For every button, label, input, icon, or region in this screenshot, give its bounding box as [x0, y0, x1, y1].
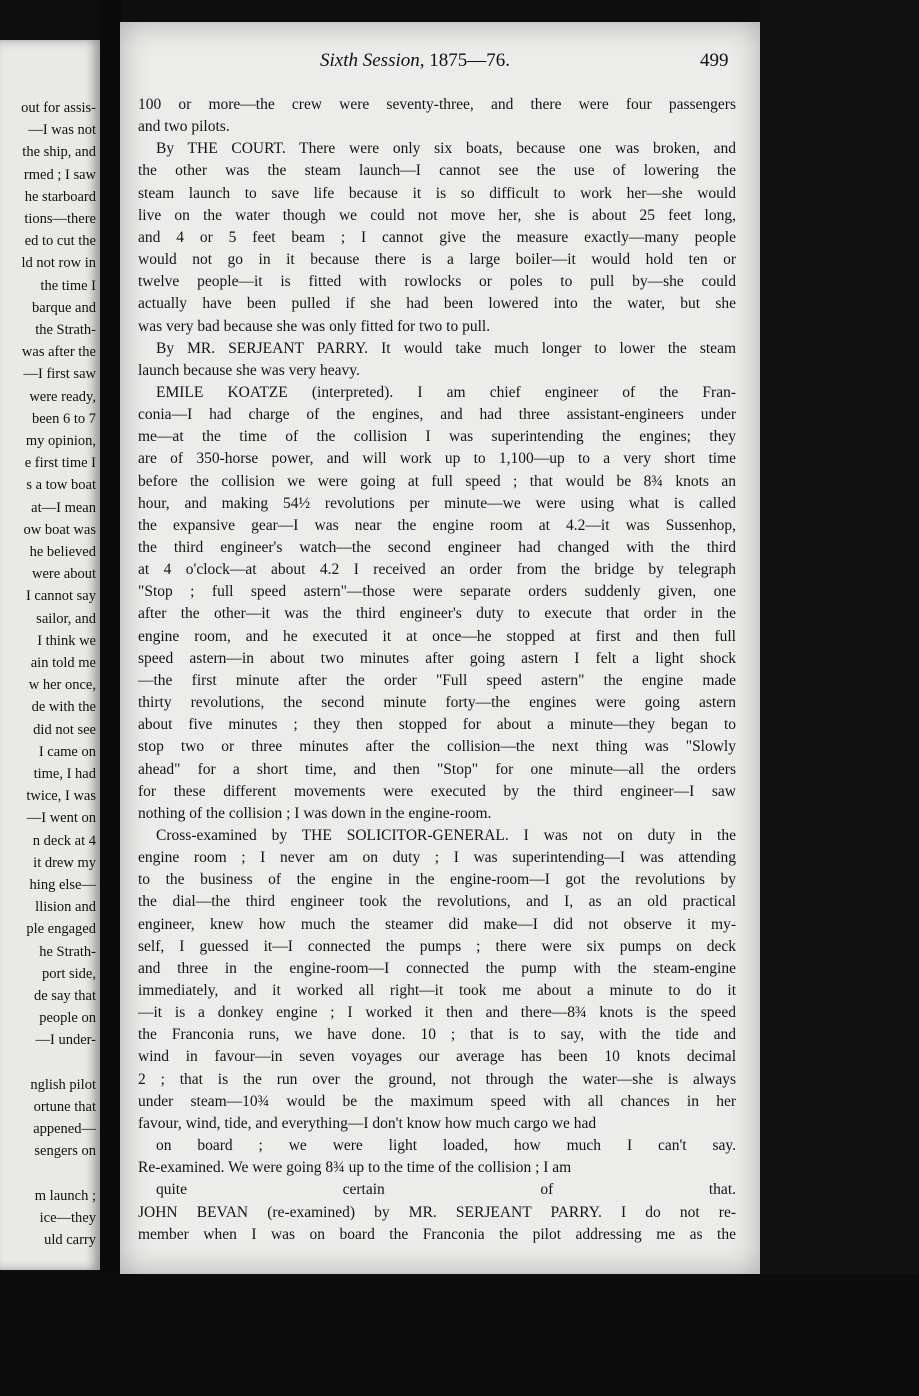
left-page-line: hing else— [29, 877, 96, 893]
text-line: the other was the steam launch—I cannot see the use of lowering the [138, 162, 736, 180]
running-head-years: , 1875—76. [419, 50, 510, 71]
text-line: member when I was on board the Franconia the pilot addressing me as the [138, 1225, 736, 1243]
running-head-title: Sixth Session [320, 50, 420, 71]
left-page-line: he believed [29, 544, 96, 560]
text-line: —it is a donkey engine ; I worked it then and there—8¾ knots is the speed [138, 1004, 736, 1022]
text-line: "Stop ; full speed astern"—those were separate orders suddenly given, one [138, 583, 736, 601]
left-page-line: sailor, and [36, 610, 96, 627]
text-line: 100 or more—the crew were seventy-three, and there were four passengers [138, 96, 736, 113]
left-page-line: —I first saw [23, 366, 96, 383]
text-line: self, I guessed it—I connected the pumps ; there were six pumps on deck [138, 937, 736, 955]
left-page-line: ice—they [39, 1210, 96, 1226]
left-page-line: he Strath- [39, 943, 96, 960]
text-line: are of 350-horse power, and will work up to 1,100—up to a very short time [138, 450, 736, 468]
left-page-line: tions—there [24, 211, 96, 227]
left-page-line: people on [39, 1010, 96, 1027]
text-line: the expansive gear—I was near the engine room at 4.2—it was Sussenhop, [138, 516, 736, 534]
text-line: and three in the engine-room—I connected the pump with the steam-engine [138, 959, 736, 977]
text-line: for these different movements were executed by the third engineer—I saw [138, 782, 736, 800]
text-line: thirty revolutions, the second minute forty—the engines were going astern [138, 694, 736, 712]
text-line: 2 ; that is the run over the ground, not through the water—she is always [138, 1070, 736, 1088]
left-page-line: ow boat was [23, 521, 96, 538]
left-page-line: —I was not [28, 122, 96, 139]
left-page-line: ed to cut the [24, 233, 96, 250]
right-shadow [760, 0, 919, 1396]
text-line: wind in favour—in seven voyages our average has been 10 knots decimal [138, 1048, 736, 1066]
text-line: JOHN BEVAN (re-examined) by MR. SERJEANT PARRY. I do not re- [138, 1203, 736, 1221]
left-page-fragment [0, 40, 100, 1270]
text-line: under steam—10¾ would be the maximum speed with all chances in her [138, 1092, 736, 1110]
text-line: me—at the time of the collision I was superintending the engines; they [138, 428, 736, 446]
text-line: actually have been pulled if she had been lowered into the water, but she [138, 295, 736, 313]
left-page-line: were ready, [29, 388, 96, 405]
text-line: steam launch to save life because it is so difficult to work her—she would [138, 184, 736, 202]
left-page-line: the time I [40, 277, 96, 294]
left-page-line: ple engaged [26, 921, 96, 938]
text-line: at 4 o'clock—at about 4.2 I received an order from the bridge by telegraph [138, 561, 736, 579]
text-line: Cross-examined by THE SOLICITOR-GENERAL. I was not on duty in the [156, 826, 736, 844]
left-page-line: time, I had [33, 766, 96, 782]
text-line: quite certain of that. [156, 1181, 736, 1199]
text-line: about five minutes ; they then stopped for about a minute—they began to [138, 716, 736, 734]
left-page-line: ain told me [30, 655, 96, 671]
left-page-line: my opinion, [25, 433, 96, 449]
left-page-line: de say that [33, 988, 96, 1004]
text-line: hour, and making 54½ revolutions per minute—we were using what is called [138, 494, 736, 512]
left-page-line: at—I mean [31, 499, 96, 516]
page-number: 499 [700, 50, 729, 71]
left-page-line: I cannot say [25, 588, 96, 605]
left-page-line: out for assis- [21, 100, 96, 116]
text-line: By MR. SERJEANT PARRY. It would take much longer to lower the steam [156, 339, 736, 357]
left-page-line: —I went on [26, 810, 96, 827]
running-head [320, 50, 510, 72]
left-page-line: e first time I [24, 455, 96, 472]
left-page-line: nglish pilot [30, 1076, 96, 1093]
text-line: —the first minute after the order "Full speed astern" the engine made [138, 671, 736, 689]
text-line: was very bad because she was only fitted for two to pull. [138, 317, 491, 335]
left-page-line: uld carry [44, 1232, 96, 1249]
left-page-line: sengers on [34, 1143, 96, 1160]
text-line: the dial—the third engineer took the revolutions, and I, as an old practical [138, 893, 736, 911]
text-line: before the collision we were going at full speed ; that would be 8¾ knots an [138, 472, 736, 490]
left-page-line: I think we [37, 632, 96, 649]
text-line: stop two or three minutes after the collision—the next thing was "Slowly [138, 738, 736, 756]
left-page-line: s a tow boat [26, 477, 96, 494]
text-line: By THE COURT. There were only six boats, because one was broken, and [156, 140, 736, 158]
text-line: Re-examined. We were going 8¾ up to the time of the collision ; I am [138, 1159, 572, 1177]
text-line: live on the water though we could not move her, she is about 25 feet long, [138, 206, 736, 224]
left-page-line: was after the [21, 344, 96, 361]
left-page-line: I came on [38, 743, 96, 760]
text-line: conia—I had charge of the engines, and had three assistant-engineers under [138, 406, 736, 424]
left-page-line: llision and [35, 899, 96, 916]
text-line: engineer, knew how much the steamer did make—I did not observe it my- [138, 915, 736, 933]
left-page-line: he starboard [24, 188, 96, 205]
left-page-line: the Strath- [35, 322, 96, 338]
left-page-line: barque and [31, 299, 96, 316]
text-line: favour, wind, tide, and everything—I don't know how much cargo we had [138, 1114, 597, 1132]
text-line: immediately, and it worked all right—it took me about a minute to do it [138, 982, 736, 999]
left-page-line: been 6 to 7 [31, 410, 96, 427]
book-gutter [100, 0, 122, 1396]
text-line: the third engineer's watch—the second engineer had changed with the third [138, 539, 736, 556]
text-line: launch because she was very heavy. [138, 361, 360, 379]
left-page-line: w her once, [28, 677, 96, 694]
text-line: engine room ; I never am on duty ; I was superintending—I was attending [138, 849, 736, 867]
text-line: the Franconia runs, we have done. 10 ; that is to say, with the tide and [138, 1026, 736, 1044]
text-line: and two pilots. [138, 118, 230, 136]
left-page-line: —I under- [35, 1032, 96, 1049]
left-page-line: ld not row in [21, 255, 96, 272]
left-page-line: were about [31, 566, 96, 583]
left-page-line: m launch ; [34, 1187, 96, 1204]
text-line: EMILE KOATZE (interpreted). I am chief engineer of the Fran- [156, 383, 736, 401]
left-page-line: twice, I was [26, 788, 96, 805]
text-line: engine room, and he executed it at once—he stopped at first and then full [138, 627, 736, 645]
text-line: twelve people—it is fitted with rowlocks or poles to pull by—she could [138, 273, 736, 291]
left-page-line: ortune that [33, 1099, 96, 1115]
left-page-line: did not see [33, 721, 96, 738]
left-page-line: rmed ; I saw [23, 166, 96, 183]
text-line: nothing of the collision ; I was down in the engine-room. [138, 804, 492, 822]
text-line: and 4 or 5 feet beam ; I cannot give the measure exactly—many people [138, 228, 736, 246]
left-page-line: n deck at 4 [32, 832, 96, 849]
bottom-shadow [0, 1274, 919, 1396]
text-line: ahead" for a short time, and then "Stop" for one minute—all the orders [138, 760, 736, 778]
left-page-line: de with the [31, 699, 96, 716]
text-line: would not go in it because there is a large boiler—it would hold ten or [138, 251, 736, 269]
left-page-line: the ship, and [22, 144, 96, 161]
left-page-line: port side, [42, 965, 96, 982]
text-line: speed astern—in about two minutes after going astern I felt a light shock [138, 649, 736, 667]
left-page-line: it drew my [33, 854, 96, 871]
text-line: after the other—it was the third engineer's duty to execute that order in the [138, 605, 736, 623]
text-line: to the business of the engine in the engine-room—I got the revolutions by [138, 871, 736, 889]
text-line: on board ; we were light loaded, how much I can't say. [156, 1137, 736, 1155]
left-page-line: appened— [33, 1121, 96, 1138]
